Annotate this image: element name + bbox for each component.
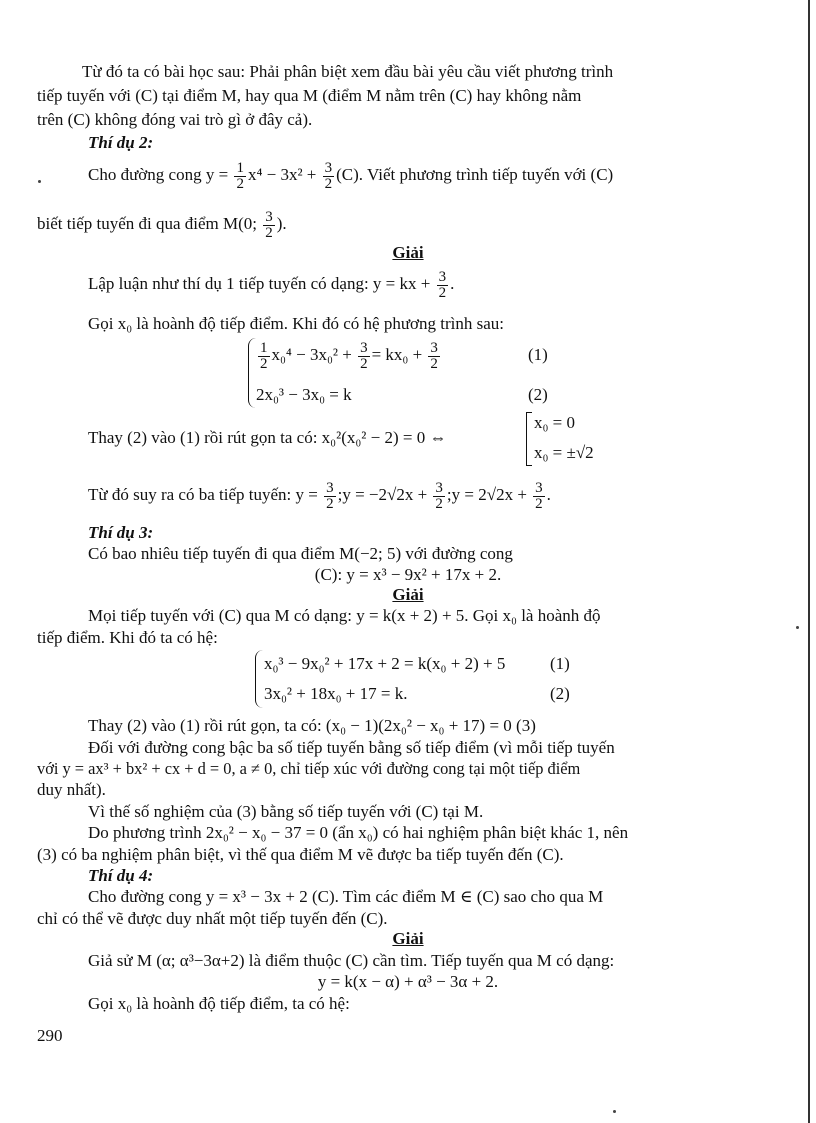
solution-line: với y = ax³ + bx² + cx + d = 0, a ≠ 0, chỉ tiếp xúc với đường cong tại một tiếp điểm [37,759,581,778]
solution-line: Từ đó suy ra có ba tiếp tuyến: y = $\frac{3}{2}$ ;y = −2√2x + $\frac{3}{2}$ ;y = 2√2x + $\frac{3}{2}$ . [88,479,551,512]
solution-line: Mọi tiếp tuyến với (C) qua M có dạng: y = k(x + 2) + 5. Gọi x₀ là hoành độ [88,606,601,625]
solution-heading: Giải [392,243,424,262]
scan-speck [38,180,41,183]
fraction: $\frac{3}{2}$ [326,479,334,512]
example-3-heading: Thí dụ 3: [88,523,154,542]
fraction: $\frac{3}{2}$ [535,479,543,512]
solution-heading: Giải [392,585,424,604]
root-2: x₀ = ±√2 [534,443,594,462]
solution-line: (3) có ba nghiệm phân biệt, vì thế qua điểm M vẽ được ba tiếp tuyến đến (C). [37,845,564,864]
paragraph-line: trên (C) không đóng vai trò gì ở đây cả). [37,110,313,129]
example-4-statement-cont: chỉ có thể vẽ được duy nhất một tiếp tuyến đến (C). [37,909,388,928]
example-4-heading: Thí dụ 4: [88,866,154,885]
example-3-statement: Có bao nhiêu tiếp tuyến đi qua điểm M(−2; 5) với đường cong [88,544,513,563]
fraction: $\frac{3}{2}$ [324,159,333,192]
example-2-heading: Thí dụ 2: [88,133,154,152]
solution-line: tiếp điểm. Khi đó ta có hệ: [37,628,218,647]
paragraph-line: tiếp tuyến với (C) tại điểm M, hay qua M (điểm M nằm trên (C) hay không nằm [37,86,582,105]
example-2-statement: Cho đường cong y = $\frac{1}{2}$ x⁴ − 3x² + $\frac{3}{2}$ (C). Viết phương trình tiếp tuyến với (C) [88,159,614,192]
system-brace [255,650,264,708]
system-equation-1: $\frac{1}{2}$ x₀⁴ − 3x₀² + $\frac{3}{2}$ = kx₀ + $\frac{3}{2}$ [260,339,438,372]
solution-line: Vì thế số nghiệm của (3) bằng số tiếp tuyến với (C) tại M. [88,802,484,821]
equation-number: (1) [550,654,570,673]
solution-line: Gọi x₀ là hoành độ tiếp điểm, ta có hệ: [88,994,350,1013]
fraction: $\frac{1}{2}$ [236,159,244,192]
solution-line: Thay (2) vào (1) rồi rút gọn ta có: x₀²(x₀² − 2) = 0 ⇔ [88,428,447,447]
example-3-curve: (C): y = x³ − 9x² + 17x + 2. [314,565,502,584]
fraction: $\frac{3}{2}$ [430,339,438,372]
page-number: 290 [37,1026,63,1045]
scan-speck [613,1110,616,1113]
scan-edge-line [808,0,810,1123]
example-2-statement-cont: biết tiếp tuyến đi qua điểm M(0; $\frac{3}{2}$ ). [37,208,287,241]
solution-line: Gọi x₀ là hoành độ tiếp điểm. Khi đó có hệ phương trình sau: [88,314,505,333]
equation-number: (2) [550,684,570,703]
fraction: $\frac{3}{2}$ [265,208,273,241]
solution-line: Đối với đường cong bậc ba số tiếp tuyến bằng số tiếp điểm (vì mỗi tiếp tuyến [88,738,615,757]
root-1: x₀ = 0 [534,413,576,432]
fraction: $\frac{3}{2}$ [360,339,368,372]
solution-line: Thay (2) vào (1) rồi rút gọn, ta có: (x₀ − 1)(2x₀² − x₀ + 17) = 0 (3) [88,716,536,735]
solution-line: Do phương trình 2x₀² − x₀ − 37 = 0 (ẩn x₀) có hai nghiệm phân biệt khác 1, nên [88,823,629,842]
equation-number: (1) [528,345,548,364]
solution-heading: Giải [392,929,424,948]
example-4-statement: Cho đường cong y = x³ − 3x + 2 (C). Tìm các điểm M ∈ (C) sao cho qua M [88,887,604,906]
scan-speck [796,626,799,629]
solution-line: duy nhất). [37,780,106,799]
equation-number: (2) [528,385,548,404]
system-equation-2: 2x₀³ − 3x₀ = k [256,385,352,404]
case-bracket [526,412,532,466]
fraction: $\frac{3}{2}$ [438,268,447,301]
paragraph-line: Từ đó ta có bài học sau: Phải phân biệt xem đầu bài yêu cầu viết phương trình [82,62,614,81]
fraction: $\frac{3}{2}$ [435,479,443,512]
solution-line: Lập luận như thí dụ 1 tiếp tuyến có dạng: y = kx + $\frac{3}{2}$ . [88,268,455,301]
fraction: $\frac{1}{2}$ [260,339,268,372]
system-equation-2: 3x₀² + 18x₀ + 17 = k. [264,684,408,703]
solution-line: Giả sử M (α; α³−3α+2) là điểm thuộc (C) cần tìm. Tiếp tuyến qua M có dạng: [88,951,615,970]
system-equation-1: x₀³ − 9x₀² + 17x + 2 = k(x₀ + 2) + 5 [264,654,506,673]
solution-equation: y = k(x − α) + α³ − 3α + 2. [317,972,499,991]
